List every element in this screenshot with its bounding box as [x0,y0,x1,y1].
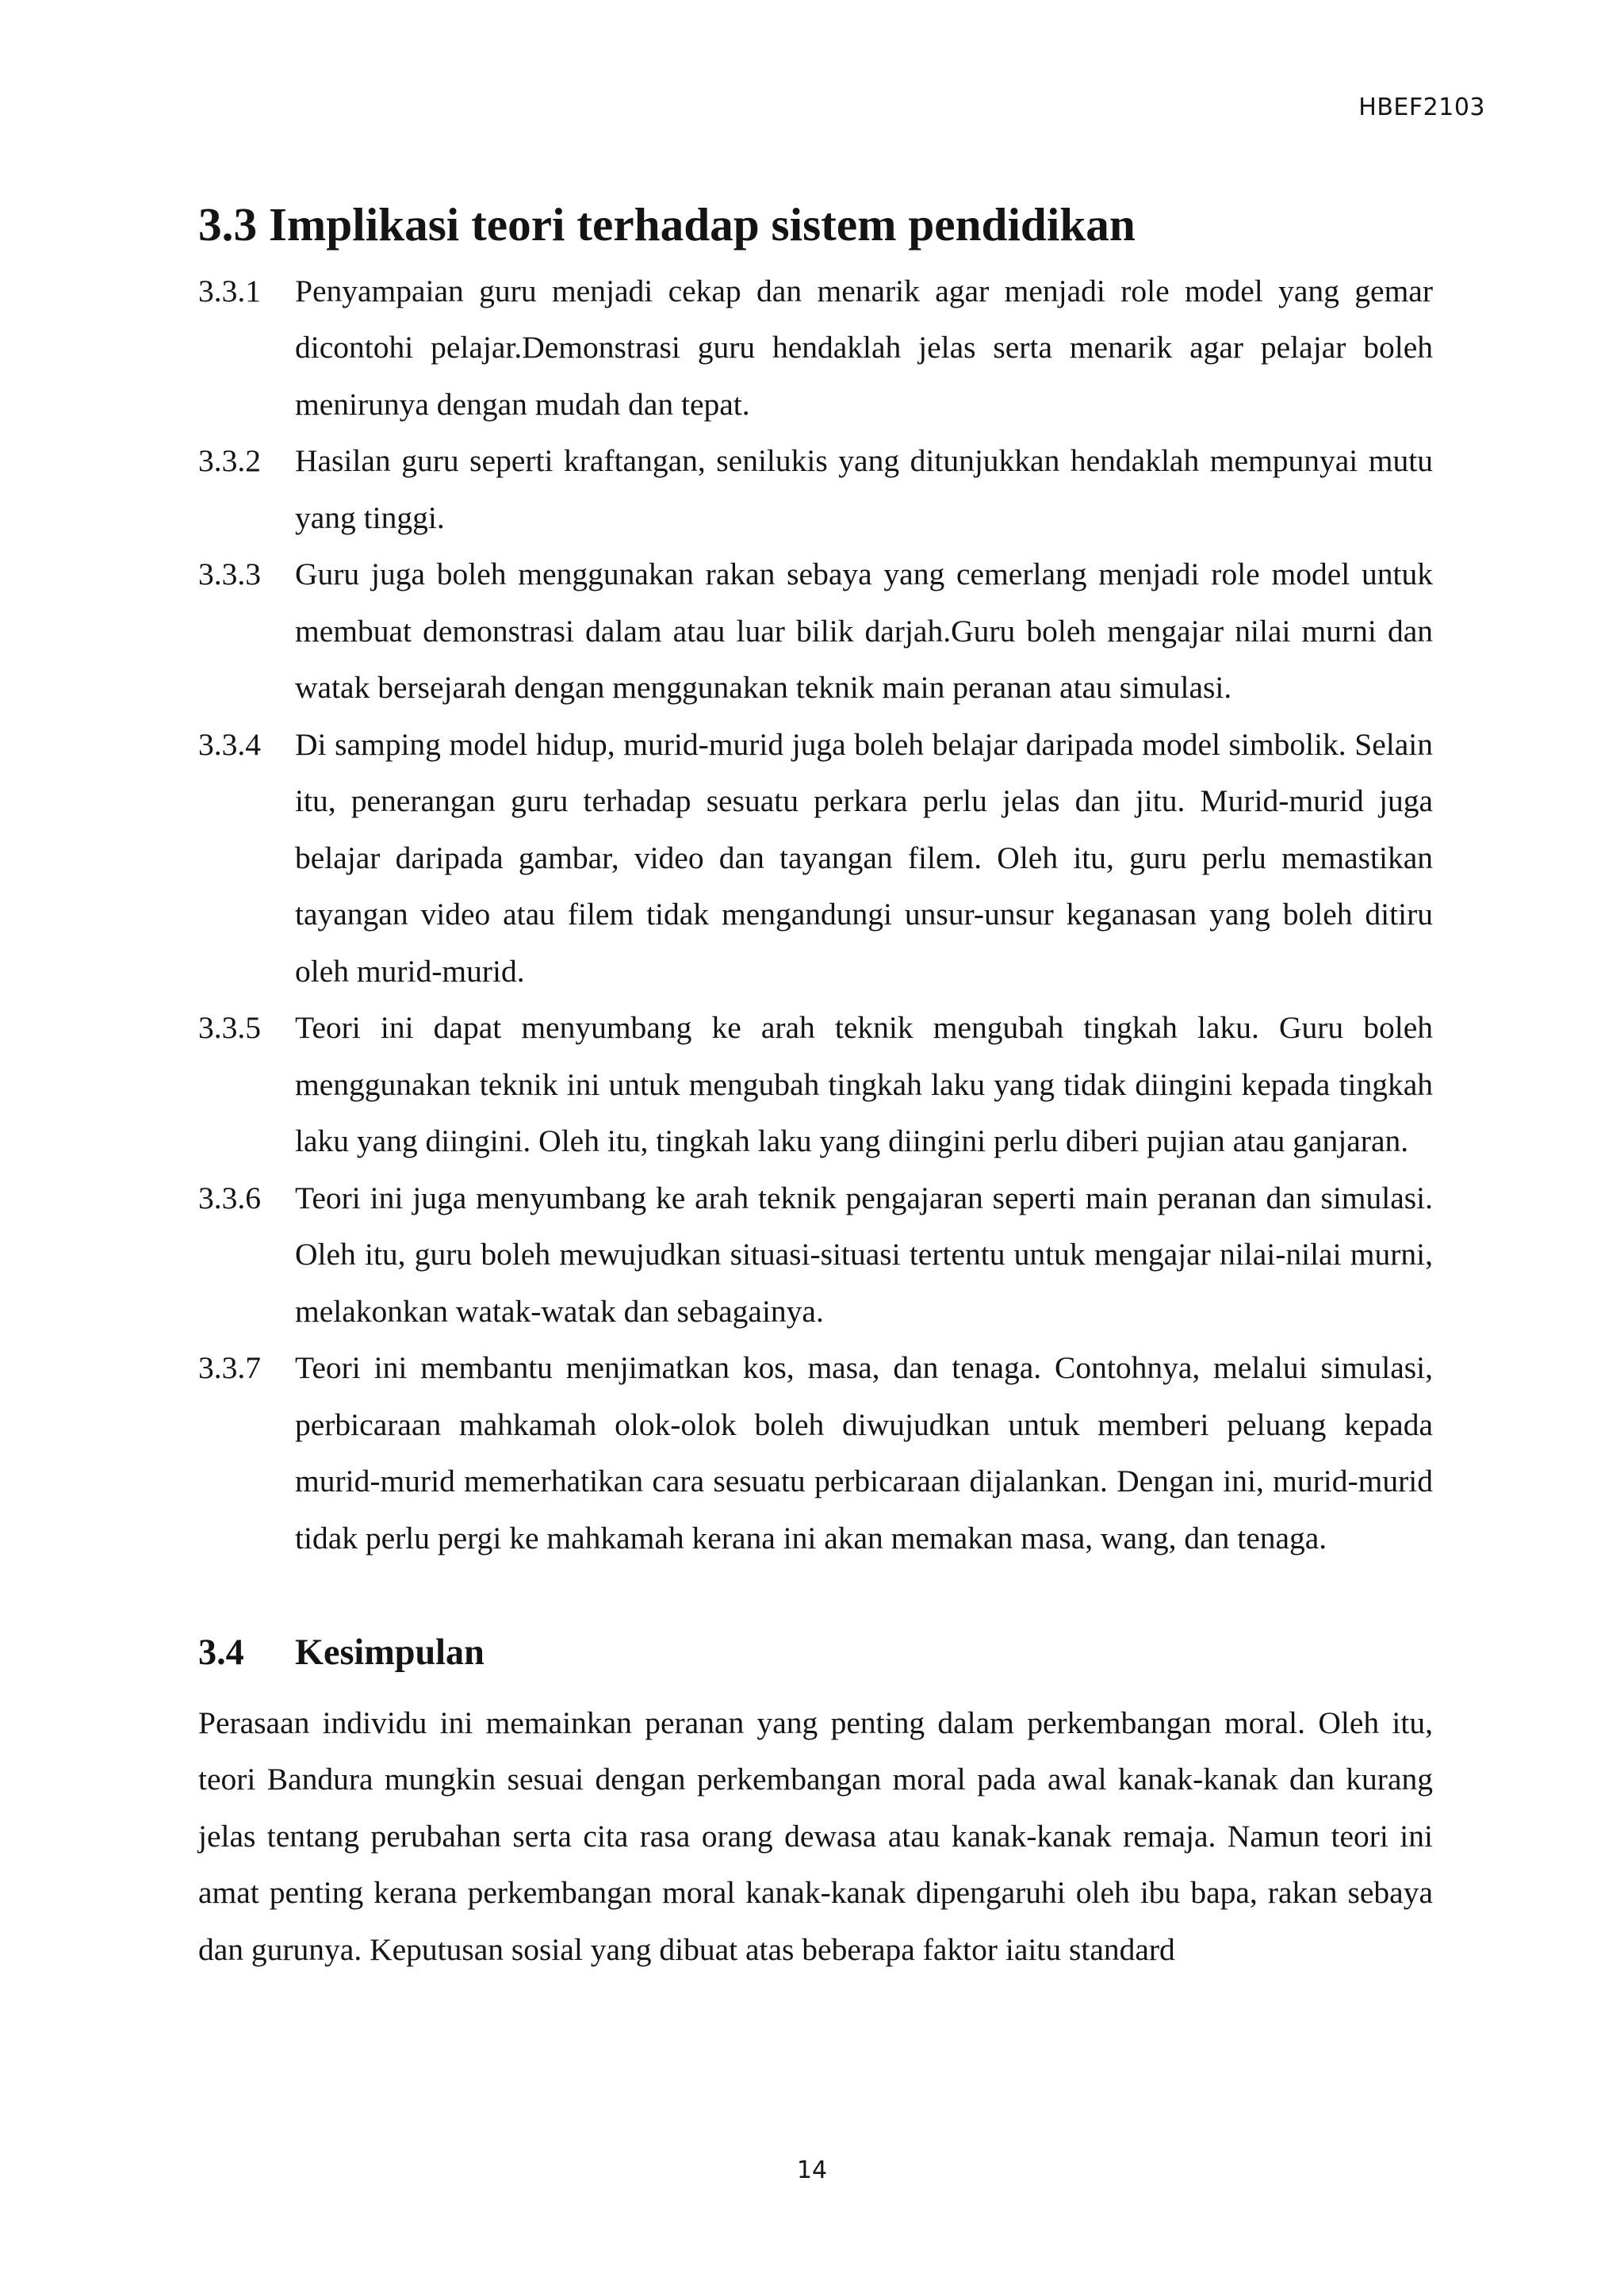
list-item [198,1000,1433,1170]
item-number: 3.3.6 [198,1180,261,1215]
item-text: Guru juga boleh menggunakan rakan sebaya yang cemerlang menjadi role model untuk membuat demonstrasi dalam atau luar bilik darjah.Guru boleh mengajar nilai murni dan watak bersejarah dengan menggunakan teknik main peranan atau simulasi. [295,557,1433,705]
page-number: 14 [796,2156,828,2184]
conclusion-title: Kesimpulan [295,1632,485,1672]
list-item [198,263,1433,434]
conclusion-heading [198,1624,1433,1681]
item-text: Penyampaian guru menjadi cekap dan menarik agar menjadi role model yang gemar dicontohi pelajar.Demonstrasi guru hendaklah jelas serta menarik agar pelajar boleh menirunya dengan mudah dan tepat. [295,273,1433,422]
conclusion-number: 3.4 [198,1632,244,1672]
section-title: 3.3 Implikasi teori terhadap sistem pendidikan [198,198,1136,251]
item-text: Teori ini juga menyumbang ke arah teknik pengajaran seperti main peranan dan simulasi. Oleh itu, guru boleh mewujudkan situasi-situasi tertentu untuk mengajar nilai-nilai murni, melakonkan watak-watak dan sebagainya. [295,1180,1433,1329]
list-item [198,1340,1433,1567]
list-item [198,546,1433,717]
item-number: 3.3.7 [198,1350,261,1385]
list-item [198,1170,1433,1341]
page-content [198,197,1433,1978]
item-number: 3.3.4 [198,726,261,762]
item-number: 3.3.3 [198,557,261,591]
item-text: Teori ini dapat menyumbang ke arah teknik mengubah tingkah laku. Guru boleh menggunakan teknik ini untuk mengubah tingkah laku yang tidak diingini kepada tingkah laku yang diingini. Oleh itu, tingkah laku yang diingini perlu diberi pujian atau ganjaran. [295,1010,1433,1158]
item-text: Teori ini membantu menjimatkan kos, masa, dan tenaga. Contohnya, melalui simulasi, perbicaraan mahkamah olok-olok boleh diwujudkan untuk memberi peluang kepada murid-murid memerhatikan cara sesuatu perbicaraan dijalankan. Dengan ini, murid-murid tidak perlu pergi ke mahkamah kerana ini akan memakan masa, wang, dan tenaga. [295,1350,1433,1556]
list-item [198,717,1433,1001]
item-text: Hasilan guru seperti kraftangan, senilukis yang ditunjukkan hendaklah mempunyai mutu yang tinggi. [295,443,1433,535]
item-number: 3.3.1 [198,273,261,308]
item-number: 3.3.5 [198,1010,261,1045]
course-code-header: HBEF2103 [1358,94,1485,121]
item-number: 3.3.2 [198,443,261,478]
implication-list [198,263,1433,1567]
conclusion-paragraph: Perasaan individu ini memainkan peranan yang penting dalam perkembangan moral. Oleh itu, teori Bandura mungkin sesuai dengan perkembangan moral pada awal kanak-kanak dan kurang jelas tentang perubahan serta cita rasa orang dewasa atau kanak-kanak remaja. Namun teori ini amat penting kerana perkembangan moral kanak-kanak dipengaruhi oleh ibu bapa, rakan sebaya dan gurunya. Keputusan sosial yang dibuat atas beberapa faktor iaitu standard [198,1705,1433,1967]
item-text: Di samping model hidup, murid-murid juga boleh belajar daripada model simbolik. Selain itu, penerangan guru terhadap sesuatu perkara perlu jelas dan jitu. Murid-murid juga belajar daripada gambar, video dan tayangan filem. Oleh itu, guru perlu memastikan tayangan video atau filem tidak mengandungi unsur-unsur keganasan yang boleh ditiru oleh murid-murid. [295,726,1433,989]
list-item [198,433,1433,546]
